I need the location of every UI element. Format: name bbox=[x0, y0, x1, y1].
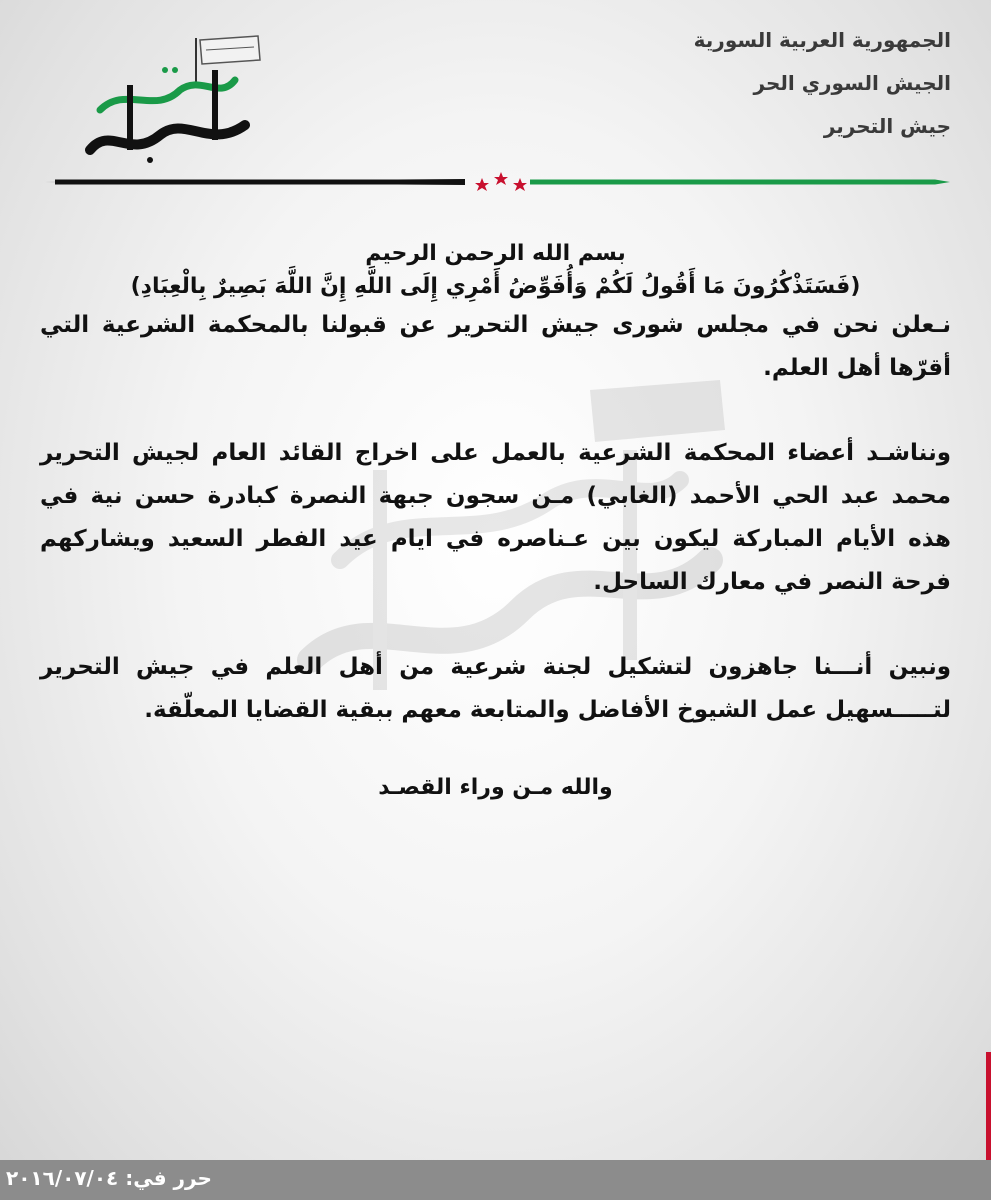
statement-body bbox=[40, 238, 951, 804]
issuing-organization bbox=[694, 28, 951, 157]
org-line-army: الجيش السوري الحر bbox=[753, 71, 951, 95]
star-icon bbox=[494, 172, 508, 185]
org-line-republic: الجمهورية العربية السورية bbox=[693, 28, 951, 52]
basmala: بسم الله الرحمن الرحيم bbox=[365, 241, 626, 266]
paragraph-readiness: ونبين أنـــنا جاهزون لتشكيل لجنة شرعية من أهل العلم في جيش التحرير لتـــــسهيل عمل الشيوخ الأفاضل والمتابعة معهم ببقية القضايا المعلّقة. bbox=[40, 654, 951, 723]
paragraph-appeal: ونناشـد أعضاء المحكمة الشرعية بالعمل على اخراج القائد العام لجيش التحرير محمد عبد الحي الأحمد (الغابي) مـن سجون جبهة النصرة كبادرة حسن نية في هذه الأيام المباركة ليكون بين عـناصره في ايام عيد الفطر السعيد ويشاركهم فرحة النصر في معارك الساحل. bbox=[40, 440, 951, 595]
star-icon bbox=[475, 178, 489, 191]
closing-phrase: والله مـن وراء القصـد bbox=[378, 775, 613, 800]
red-accent-bar bbox=[986, 1052, 991, 1160]
jaysh-al-tahrir-logo-icon bbox=[70, 30, 270, 170]
star-icon bbox=[513, 178, 527, 191]
quran-verse: (فَسَتَذْكُرُونَ مَا أَقُولُ لَكُمْ وَأُفَوِّضُ أَمْرِي إِلَى اللَّهِ إِنَّ اللَّهَ بَصِيرٌ بِالْعِبَادِ) bbox=[130, 274, 861, 299]
footer-bar bbox=[0, 1160, 991, 1200]
paragraph-announcement: نـعلن نحن في مجلس شورى جيش التحرير عن قبولنا بالمحكمة الشرعية التي أقرّها أهل العلم. bbox=[40, 312, 951, 381]
issue-date: حرر في: ٢٠١٦/٠٧/٠٤ bbox=[6, 1166, 212, 1190]
org-line-brigade: جيش التحرير bbox=[823, 114, 951, 138]
flag-divider bbox=[45, 172, 950, 192]
